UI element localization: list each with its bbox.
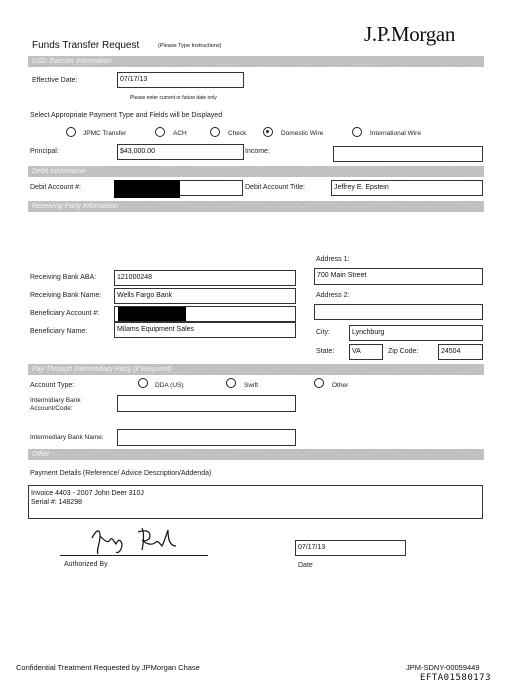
payment-details-line-2: Serial #: 148298 — [31, 499, 82, 506]
radio-label-swift: Swift — [244, 382, 259, 389]
authorized-by-label: Authorized By — [64, 561, 108, 568]
signature-image — [86, 520, 196, 556]
effective-date-label: Effective Date: — [32, 77, 78, 84]
date-label: Date — [298, 562, 313, 569]
intermediary-account-label-line2: Account/Code: — [30, 405, 73, 412]
beneficiary-name-field[interactable]: Milams Equipment Sales — [114, 322, 296, 338]
beneficiary-account-label: Beneficiary Account #: — [30, 310, 100, 317]
section-bar-usd-transfer: USD Transfer Information — [28, 56, 484, 67]
section-bar-intermediary: Pay Through Intermediary Party (if Required) — [28, 364, 484, 375]
payment-details-line-1: Invoice 4403 - 2007 John Deer 310J — [31, 490, 144, 497]
signature-line — [60, 555, 208, 556]
payment-details-label: Payment Details (Reference/ Advice Description/Addenda) — [30, 470, 212, 477]
debit-account-field[interactable] — [180, 180, 243, 196]
radio-label-domestic-wire: Domestic Wire — [281, 130, 324, 137]
radio-other[interactable] — [314, 378, 324, 388]
zip-label: Zip Code: — [388, 348, 419, 355]
radio-ach[interactable] — [155, 127, 165, 137]
debit-account-label: Debit Account #: — [30, 184, 81, 191]
radio-international-wire[interactable] — [352, 127, 362, 137]
receiving-aba-field[interactable]: 121000248 — [114, 270, 296, 286]
payment-type-prompt: Select Appropriate Payment Type and Fields will be Displayed — [30, 112, 223, 119]
city-label: City: — [316, 329, 330, 336]
signature-date-field[interactable]: 07/17/13 — [295, 540, 406, 556]
income-field[interactable] — [333, 146, 483, 162]
section-bar-other: Other — [28, 449, 484, 460]
radio-check[interactable] — [210, 127, 220, 137]
intermediary-bank-name-field[interactable] — [117, 429, 296, 446]
radio-label-other: Other — [332, 382, 349, 389]
address1-field[interactable]: 700 Main Street — [314, 268, 483, 285]
section-bar-receiving: Receiving Party Information — [28, 201, 484, 212]
radio-jpmc-transfer[interactable] — [66, 127, 76, 137]
payment-details-field[interactable] — [28, 485, 483, 519]
state-field[interactable]: VA — [349, 344, 383, 360]
footer-bates-efta: EFTA01580173 — [420, 673, 492, 683]
address2-field[interactable] — [314, 304, 483, 320]
form-title: Funds Transfer Request — [32, 40, 140, 51]
radio-label-international-wire: International Wire — [370, 130, 421, 137]
address2-label: Address 2: — [316, 292, 350, 299]
radio-domestic-wire[interactable] — [263, 127, 273, 137]
effective-date-note: Please enter current or future date only — [130, 95, 217, 101]
debit-account-title-label: Debit Account Title: — [245, 184, 305, 191]
address1-label: Address 1: — [316, 256, 350, 263]
footer-confidential: Confidential Treatment Requested by JPMorgan Chase — [16, 663, 200, 672]
receiving-aba-label: Receiving Bank ABA: — [30, 274, 97, 281]
receiving-bank-name-field[interactable]: Wells Fargo Bank — [114, 288, 296, 304]
jpmorgan-logo: J.P.Morgan — [364, 22, 456, 46]
effective-date-field[interactable]: 07/17/13 — [117, 72, 244, 88]
form-subtitle: (Please Type Instructions) — [158, 43, 222, 49]
redacted-beneficiary-account — [118, 307, 186, 321]
income-label: Income: — [245, 148, 270, 155]
intermediary-account-field[interactable] — [117, 395, 296, 412]
footer-bates-jpm: JPM-SDNY-00059449 — [406, 663, 480, 672]
section-bar-debit: Debit Information — [28, 166, 484, 177]
radio-label-check: Check — [228, 130, 247, 137]
city-field[interactable]: Lynchburg — [349, 325, 483, 341]
debit-account-title-field[interactable]: Jeffrey E. Epstein — [331, 180, 483, 196]
account-type-label: Account Type: — [30, 382, 75, 389]
intermediary-account-label-line1: Intermidiary Bank — [30, 397, 81, 404]
radio-label-ach: ACH — [173, 130, 187, 137]
radio-dda-us[interactable] — [138, 378, 148, 388]
beneficiary-name-label: Beneficiary Name: — [30, 328, 88, 335]
receiving-bank-name-label: Receiving Bank Name: — [30, 292, 102, 299]
principal-field[interactable]: $43,000.00 — [117, 144, 244, 160]
principal-label: Principal: — [30, 148, 59, 155]
state-label: State: — [316, 348, 335, 355]
radio-swift[interactable] — [226, 378, 236, 388]
radio-label-dda-us: DDA (US) — [155, 382, 184, 389]
zip-field[interactable]: 24504 — [438, 344, 483, 360]
radio-label-jpmc-transfer: JPMC Transfer — [83, 130, 127, 137]
intermediary-bank-name-label: Intermediary Bank Name: — [30, 434, 104, 441]
redacted-debit-account — [114, 180, 180, 198]
